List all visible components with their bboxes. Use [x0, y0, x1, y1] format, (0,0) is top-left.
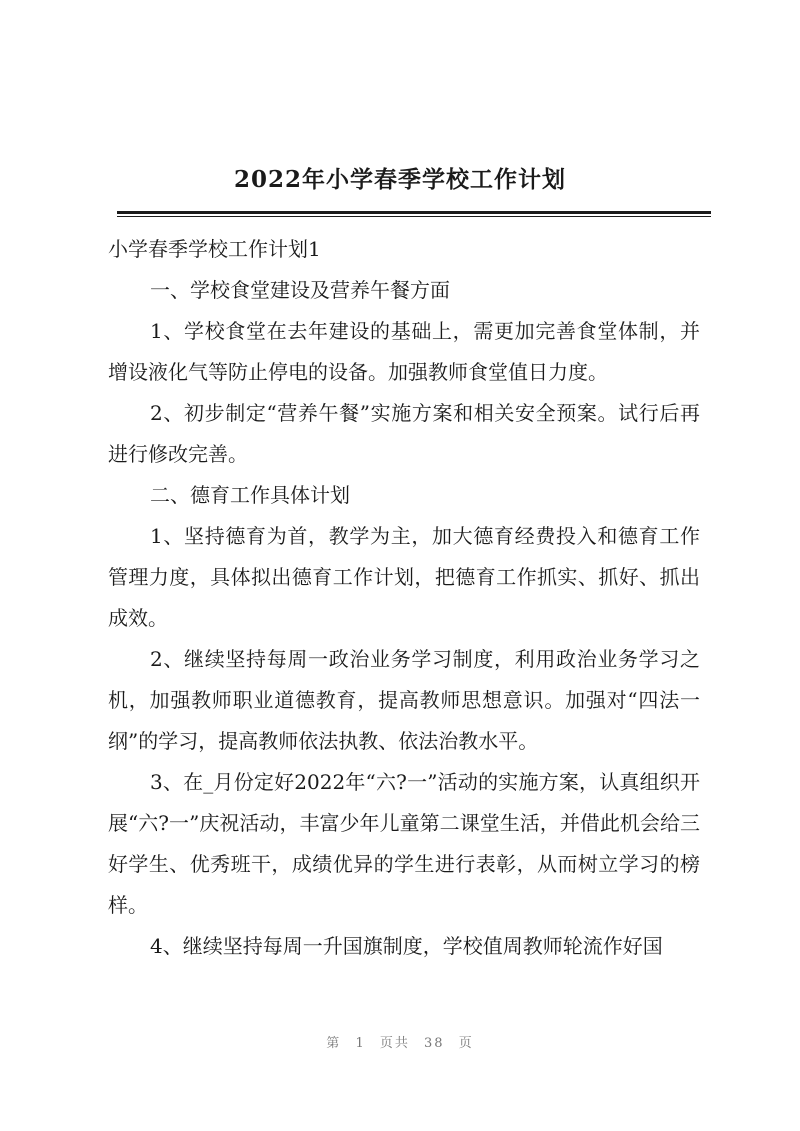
page-footer [0, 1032, 800, 1051]
footer-prefix: 第 [326, 1036, 342, 1051]
paragraph: 1、学校食堂在去年建设的基础上，需更加完善食堂体制，并增设液化气等防止停电的设备。加强教师食堂值日力度。 [108, 319, 700, 384]
footer-middle: 页共 [379, 1036, 410, 1051]
document-body [108, 229, 700, 967]
footer-total-pages: 38 [424, 1036, 445, 1051]
footer-current-page: 1 [355, 1036, 366, 1051]
footer-suffix: 页 [458, 1036, 474, 1051]
title-rule-thick [117, 211, 711, 214]
paragraph: 2、初步制定“营养午餐”实施方案和相关安全预案。试行后再进行修改完善。 [108, 401, 700, 466]
document-title: 2022年小学春季学校工作计划 [233, 166, 566, 193]
section-subtitle: 小学春季学校工作计划1 [108, 237, 321, 261]
paragraph: 1、坚持德育为首，教学为主，加大德育经费投入和德育工作管理力度，具体拟出德育工作计划，把德育工作抓实、抓好、抓出成效。 [108, 524, 700, 630]
title-rule-thin [117, 216, 711, 217]
paragraph: 3、在_月份定好2022年“六?一”活动的实施方案，认真组织开展“六?一”庆祝活动，丰富少年儿童第二课堂生活，并借此机会给三好学生、优秀班干，成绩优异的学生进行表彰，从而树立学习的榜样。 [108, 770, 700, 917]
paragraph: 一、学校食堂建设及营养午餐方面 [150, 278, 450, 302]
paragraph: 二、德育工作具体计划 [150, 483, 350, 507]
paragraph: 4、继续坚持每周一升国旗制度，学校值周教师轮流作好国 [150, 934, 663, 958]
paragraph: 2、继续坚持每周一政治业务学习制度，利用政治业务学习之机，加强教师职业道德教育，提高教师思想意识。加强对“四法一纲”的学习，提高教师依法执教、依法治教水平。 [108, 647, 700, 753]
